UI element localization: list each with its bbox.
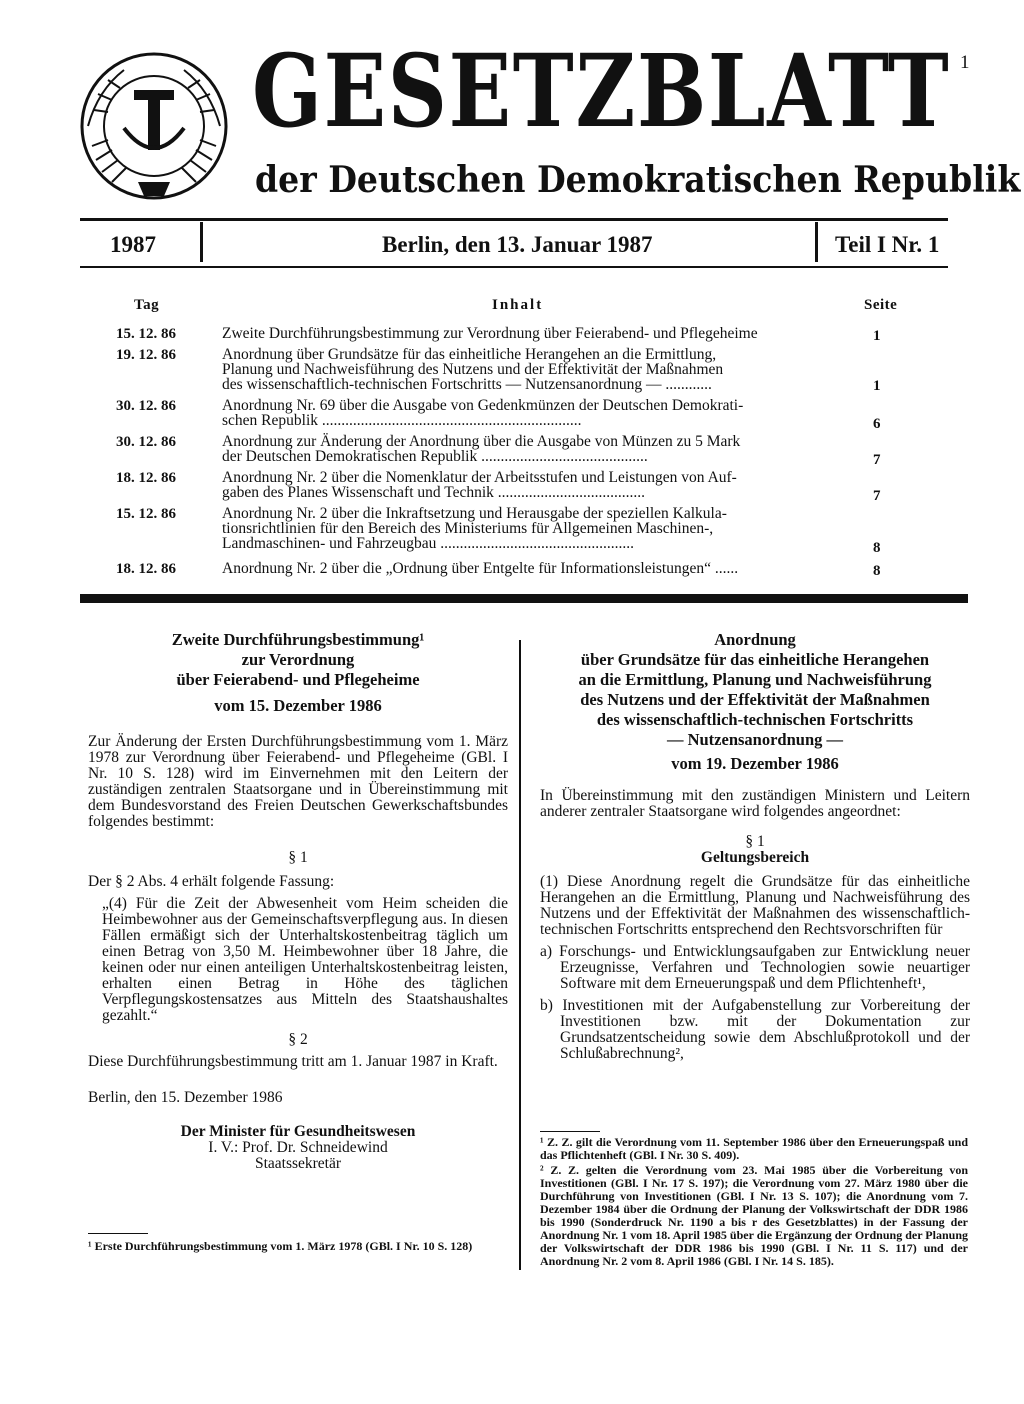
right-title-line: des Nutzens und der Effektivität der Maßnahmen — [580, 690, 930, 709]
left-quote: „(4) Für die Zeit der Abwesenheit vom Heim scheiden die Heimbewohner aus der Gemeinschaftsverpflegung aus. In diesen Fällen ermäßigt sich der Unterhaltskostenbeitrag täglich um einen Betrag von 3,50 M. Heimbewohner über 18 Jahre, die keinen oder nur einen anteiligen Unterhaltskostenbeitrag leisten, erhalten einen Betrag in Höhe des täglichen Verpflegungskostensatzes aus Mitteln des Staatshaushaltes gezahlt.“ — [102, 895, 508, 1024]
footnote-rule — [88, 1233, 148, 1234]
toc-entry-page: 1 — [873, 328, 881, 344]
toc-entry-title — [222, 434, 830, 464]
right-title — [540, 630, 970, 750]
toc-entry-page: 8 — [873, 563, 881, 579]
right-para1-title: Geltungsbereich — [700, 849, 810, 866]
toc-entry-line: Anordnung Nr. 2 über die Nomenklatur der Arbeitsstufen und Leistungen von Auf- — [222, 469, 737, 486]
issue-place-date: Berlin, den 13. Januar 1987 — [382, 232, 653, 257]
left-para2-text: Diese Durchführungsbestimmung tritt am 1. Januar 1987 in Kraft. — [88, 1053, 498, 1070]
toc-entry-line: der Deutschen Demokratischen Republik ........................................... — [222, 448, 648, 465]
divider — [200, 222, 203, 262]
toc-col-inhalt: Inhalt — [492, 297, 544, 313]
toc-entry-title — [222, 347, 830, 392]
toc-entry-date: 30. 12. 86 — [116, 434, 176, 450]
right-title-line: Anordnung — [714, 630, 796, 649]
toc-entry-page: 6 — [873, 416, 881, 432]
left-para1-heading: § 1 — [288, 849, 308, 866]
state-emblem-icon — [78, 50, 230, 202]
right-text1: (1) Diese Anordnung regelt die Grundsätze für das einheitliche Herangehen an die Ermittlung, Planung und Nachweisführung des Nutzens und der Effektivität der Maßnahmen des wissenschaftlich-technischen Fortschritts entsprechend den Rechtsvorschriften für — [540, 873, 970, 938]
divider — [80, 218, 948, 221]
masthead-subtitle: der Deutschen Demokratischen Republik — [255, 159, 1021, 201]
right-date: vom 19. Dezember 1986 — [671, 754, 839, 773]
left-article — [88, 630, 508, 1172]
toc-entry-title — [222, 326, 830, 341]
right-article — [540, 630, 970, 1062]
left-title-line: Zweite Durchführungsbestimmung¹ — [171, 630, 425, 649]
right-title-line: des wissenschaftlich-technischen Fortschritts — [596, 710, 914, 729]
left-place-date: Berlin, den 15. Dezember 1986 — [88, 1089, 283, 1106]
toc-entry-line: Zweite Durchführungsbestimmung zur Verordnung über Feierabend- und Pflegeheime — [222, 325, 758, 342]
toc-entry-date: 19. 12. 86 — [116, 347, 176, 363]
toc-col-tag: Tag — [134, 297, 160, 313]
page-number: 1 — [960, 52, 970, 73]
toc-entry-line: schen Republik ................................................................... — [222, 412, 582, 429]
toc-entry-line: tionsrichtlinien für den Bereich des Ministeriums für Allgemeinen Maschinen-, — [222, 520, 714, 537]
toc-entry-date: 15. 12. 86 — [116, 506, 176, 522]
right-footnote-1: ¹ Z. Z. gilt die Verordnung vom 11. September 1986 über den Erneuerungspaß und das Pflichtenheft (GBl. I Nr. 30 S. 409). — [540, 1135, 968, 1162]
right-footnote-2: ² Z. Z. gelten die Verordnung vom 23. Mai 1985 über die Vorbereitung von Investitionen (GBl. I Nr. 17 S. 197); die Verordnung vom 27. März 1980 über die Durchführung von Investitionen (GBl. I Nr. 13 S. 107); die Anordnung vom 7. Dezember 1984 über die Ordnung der Planung der Volkswirtschaft der DDR 1986 bis 1990 (Sonderdruck Nr. 1190 a bis r des Gesetzblattes) in der Fassung der Anordnung Nr. 1 vom 18. April 1985 über die Ergänzung der Ordnung der Planung der Volkswirtschaft der DDR 1986 bis 1990 (GBl. I Nr. 11 S. 117) und der Anordnung Nr. 2 vom 8. April 1986 (GBl. I Nr. 14 S. 185). — [540, 1163, 968, 1268]
masthead-title: GESETZBLATT — [252, 32, 951, 150]
right-intro: In Übereinstimmung mit den zuständigen Ministern und Leitern anderer zentraler Staatsorgane wird folgendes angeordnet: — [540, 787, 970, 820]
left-para1-text: Der § 2 Abs. 4 erhält folgende Fassung: — [88, 873, 335, 890]
divider — [815, 222, 818, 262]
issue-part: Teil I Nr. 1 — [835, 232, 940, 257]
toc-entry-date: 18. 12. 86 — [116, 561, 176, 577]
toc-entry-page: 7 — [873, 488, 881, 504]
toc-entry-line: Planung und Nachweisführung des Nutzens und der Effektivität der Maßnahmen — [222, 361, 724, 378]
right-title-line: an die Ermittlung, Planung und Nachweisführung — [578, 670, 932, 689]
left-intro: Zur Änderung der Ersten Durchführungsbestimmung vom 1. März 1978 zur Verordnung über Feierabend- und Pflegeheime (GBl. I Nr. 10 S. 128) wird im Einvernehmen mit den Leitern der zuständigen zentralen Staatsorgane und in Übereinstimmung mit dem Bundesvorstand des Freien Deutschen Gewerkschaftsbundes folgendes bestimmt: — [88, 733, 508, 830]
toc-entry-page: 7 — [873, 452, 881, 468]
right-item-b: b) Investitionen mit der Aufgabenstellung zur Vorbereitung der Investitionen bzw. mit der Dokumentation zur Grundsatzentscheidung sowie dem Abschlußprotokoll und der Schlußabrechnung², — [540, 997, 970, 1062]
left-signature-title: Der Minister für Gesundheitswesen — [180, 1123, 416, 1140]
toc-entry-line: Anordnung Nr. 2 über die Inkraftsetzung und Herausgabe der speziellen Kalkula- — [222, 505, 727, 522]
toc-entry-page: 8 — [873, 540, 881, 556]
right-para1-heading: § 1 — [745, 833, 765, 850]
toc-entry-line: Anordnung zur Änderung der Anordnung über die Ausgabe von Münzen zu 5 Mark — [222, 433, 741, 450]
left-title — [88, 630, 508, 690]
right-title-line: — Nutzensanordnung — — [666, 730, 844, 749]
toc-entry-title — [222, 398, 830, 428]
left-para2-heading: § 2 — [288, 1031, 308, 1048]
left-title-line: über Feierabend- und Pflegeheime — [176, 670, 420, 689]
toc-entry-page: 1 — [873, 378, 881, 394]
issue-year: 1987 — [110, 232, 156, 257]
footnote-rule — [540, 1131, 600, 1132]
left-signature-role: Staatssekretär — [254, 1155, 342, 1172]
toc-entry-line: Anordnung über Grundsätze für das einheitliche Herangehen an die Ermittlung, — [222, 346, 717, 363]
right-item-a: a) Forschungs- und Entwicklungsaufgaben zur Entwicklung neuer Erzeugnisse, Verfahren und Technologien sowie neuartiger Software mit dem Erneuerungspaß und dem Pflichtenheft¹, — [540, 943, 970, 992]
toc-entry-title — [222, 470, 830, 500]
left-signature-name: I. V.: Prof. Dr. Schneidewind — [208, 1139, 388, 1156]
toc-entry-date: 30. 12. 86 — [116, 398, 176, 414]
divider — [80, 266, 948, 268]
toc-entry-date: 18. 12. 86 — [116, 470, 176, 486]
toc-entry-line: des wissenschaftlich-technischen Fortschritts — Nutzensanordnung — ............ — [222, 376, 712, 393]
column-divider — [519, 640, 521, 1270]
toc-entry-line: Anordnung Nr. 69 über die Ausgabe von Gedenkmünzen der Deutschen Demokrati- — [222, 397, 744, 414]
left-date: vom 15. Dezember 1986 — [214, 696, 382, 715]
right-footnotes — [540, 1136, 968, 1268]
left-footnote: ¹ Erste Durchführungsbestimmung vom 1. März 1978 (GBl. I Nr. 10 S. 128) — [88, 1239, 473, 1253]
toc-entry-line: Anordnung Nr. 2 über die „Ordnung über Entgelte für Informationsleistungen“ ...... — [222, 560, 739, 577]
toc-entry-title — [222, 561, 830, 576]
toc-entry-line: Landmaschinen- und Fahrzeugbau .................................................. — [222, 535, 634, 552]
toc-entry-line: gaben des Planes Wissenschaft und Technik ...................................... — [222, 484, 646, 501]
divider — [80, 594, 968, 603]
toc-col-seite: Seite — [864, 297, 898, 313]
toc-entry-title — [222, 506, 830, 551]
right-title-line: über Grundsätze für das einheitliche Herangehen — [580, 650, 930, 669]
toc-entry-date: 15. 12. 86 — [116, 326, 176, 342]
left-title-line: zur Verordnung — [241, 650, 355, 669]
